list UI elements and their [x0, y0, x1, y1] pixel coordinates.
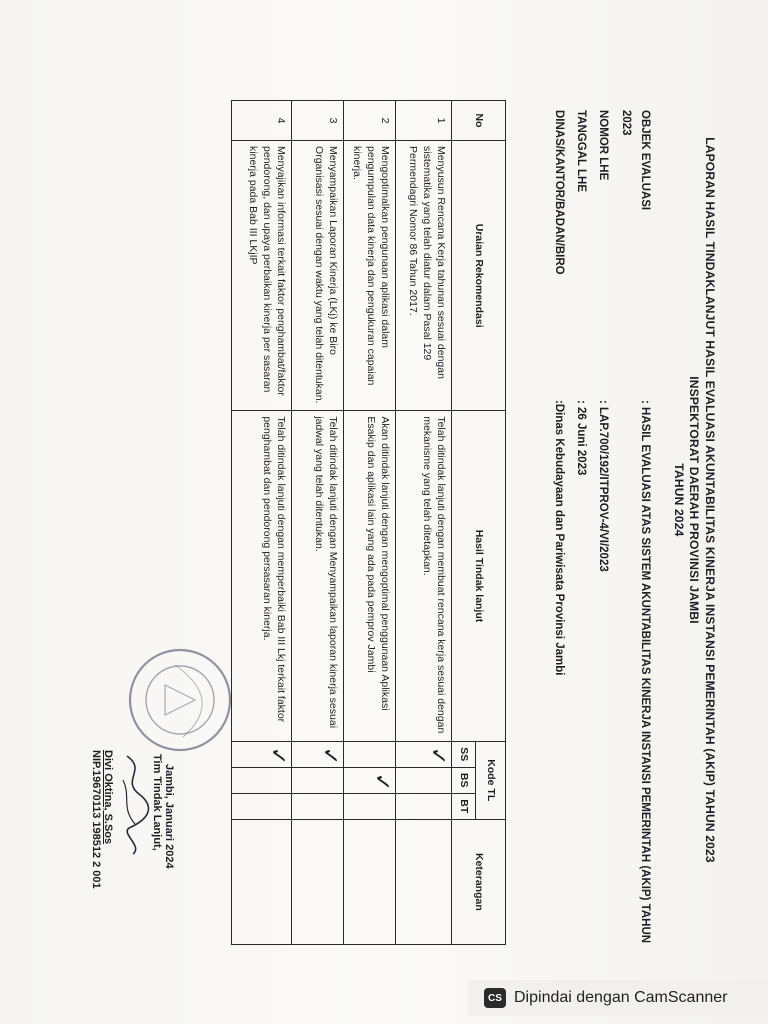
- row-keterangan: [292, 819, 344, 944]
- row-keterangan: [396, 819, 452, 944]
- meta-dinas-value: :Dinas Kebudayaan dan Pariwisata Provinsi Jambi: [553, 400, 565, 676]
- camscanner-text: Dipindai dengan CamScanner: [514, 989, 728, 1006]
- row-ss: [344, 741, 396, 767]
- row-bt: [232, 793, 292, 819]
- signature-block: [90, 750, 175, 940]
- row-ss: [292, 741, 344, 767]
- camscanner-watermark: [468, 980, 768, 1016]
- row-bt: [344, 793, 396, 819]
- document-page: [90, 50, 755, 950]
- table-row: [344, 101, 396, 945]
- header-bs: BS: [452, 767, 476, 793]
- row-bt: [396, 793, 452, 819]
- row-keterangan: [344, 819, 396, 944]
- sign-name: Divi Oktina, S.Sos: [102, 750, 114, 845]
- meta-nomor: [597, 110, 609, 572]
- row-uraian: Menyajikan informasi terkait faktor penghambat/faktor pendorong, dan upaya perbaikan kinerja per sasaran kinerja pada Bab III LKjIP: [232, 141, 292, 411]
- check-mark: ✓: [369, 772, 394, 792]
- row-ss: [232, 741, 292, 767]
- row-hasil: Telah ditindak lanjuti dengan membuat rencana kerja sesuai dengan mekanisme yang telah ditetapkan.: [396, 411, 452, 741]
- sign-team: Tim Tindak Lanjut,: [151, 754, 163, 851]
- meta-objek-year: 2023: [620, 110, 632, 136]
- camscanner-logo-icon: CS: [484, 988, 506, 1008]
- table-row: [396, 101, 452, 945]
- sign-place-date: Jambi, Januari 2024: [163, 764, 175, 869]
- row-no: 2: [344, 101, 396, 141]
- row-bs: [292, 767, 344, 793]
- row-hasil: Telah ditindak lanjuti dengan Menyampaikan laporan kinerja sesuai jadwal yang telah ditentukan.: [292, 411, 344, 741]
- row-bt: [292, 793, 344, 819]
- row-no: 1: [396, 101, 452, 141]
- official-stamp-icon: [125, 645, 235, 755]
- header-no: No: [452, 101, 506, 141]
- meta-tanggal-label: TANGGAL LHE: [575, 110, 587, 192]
- check-mark: ✓: [317, 746, 342, 766]
- row-uraian: Menyusun Rencana Kerja tahunan sesuai dengan sistematika yang telah diatur dalam Pasal 129 Permendagri Nomor 86 Tahun 2017.: [396, 141, 452, 411]
- row-no: 4: [232, 101, 292, 141]
- table-row: [292, 101, 344, 945]
- check-mark: ✓: [265, 746, 290, 766]
- meta-objek-value: : HASIL EVALUASI ATAS SISTEM AKUNTABILITAS KINERJA INSTANSI PEMERINTAH (AKIP) TAHUN: [639, 400, 651, 944]
- meta-dinas: [553, 110, 565, 675]
- row-uraian: Menyampaikan Laporan Kinerja (LKj) ke Biro Organisasi sesuai dengan waktu yang telah ditentukan.: [292, 141, 344, 411]
- meta-nomor-label: NOMOR LHE: [597, 110, 609, 181]
- row-uraian: Mengoptimalkan pengunaan aplikasi dalam pengumpulan data kinerja dan pengukuran capaian kinerja.: [344, 141, 396, 411]
- report-subtitle: INSPEKTORAT DAERAH PROVINSI JAMBI: [687, 376, 701, 624]
- meta-nomor-value: : LAP.700/192/ITPROV-4/VI/2023: [597, 400, 609, 572]
- handwritten-signature-icon: [117, 750, 151, 860]
- header-kode-tl: Kode TL: [476, 741, 506, 819]
- meta-tanggal: [575, 110, 587, 475]
- meta-tanggal-value: : 26 Juni 2023: [575, 400, 587, 476]
- row-hasil: Akan ditindak lanjuti dengan mengoptimal penggunaan Aplikasi Esakip dan aplikasi lain yang ada pada pemprov Jambi: [344, 411, 396, 741]
- header-hasil: Hasil Tindak lanjut: [452, 411, 506, 741]
- row-hasil: Telah ditindak lanjuti dengan memperbaiki Bab III Lkj terkait faktor penghambat dan pendorong persasaran kinerja.: [232, 411, 292, 741]
- row-bs: [396, 767, 452, 793]
- header-ss: SS: [452, 741, 476, 767]
- meta-dinas-label: DINAS/KANTOR/BADAN/BIRO: [553, 110, 565, 275]
- header-uraian: Uraian Rekomendasi: [452, 141, 506, 411]
- row-no: 3: [292, 101, 344, 141]
- row-ss: [396, 741, 452, 767]
- report-title: LAPORAN HASIL TINDAKLANJUT HASIL EVALUASI AKUNTABILITAS KINERJA INSTANSI PEMERINTAH (AKIP) TAHUN 2023: [703, 137, 717, 863]
- table-row: [232, 101, 292, 945]
- row-bs: [344, 767, 396, 793]
- check-mark: ✓: [425, 746, 450, 766]
- row-keterangan: [232, 819, 292, 944]
- sign-nip: NIP.19670113 198512 2 001: [90, 750, 102, 889]
- report-year: TAHUN 2024: [672, 463, 686, 537]
- meta-objek: [639, 110, 651, 943]
- header-keterangan: Keterangan: [452, 819, 506, 944]
- row-bs: [232, 767, 292, 793]
- meta-objek-label: OBJEK EVALUASI: [639, 110, 651, 211]
- header-bt: BT: [452, 793, 476, 819]
- recommendation-table: [231, 100, 506, 945]
